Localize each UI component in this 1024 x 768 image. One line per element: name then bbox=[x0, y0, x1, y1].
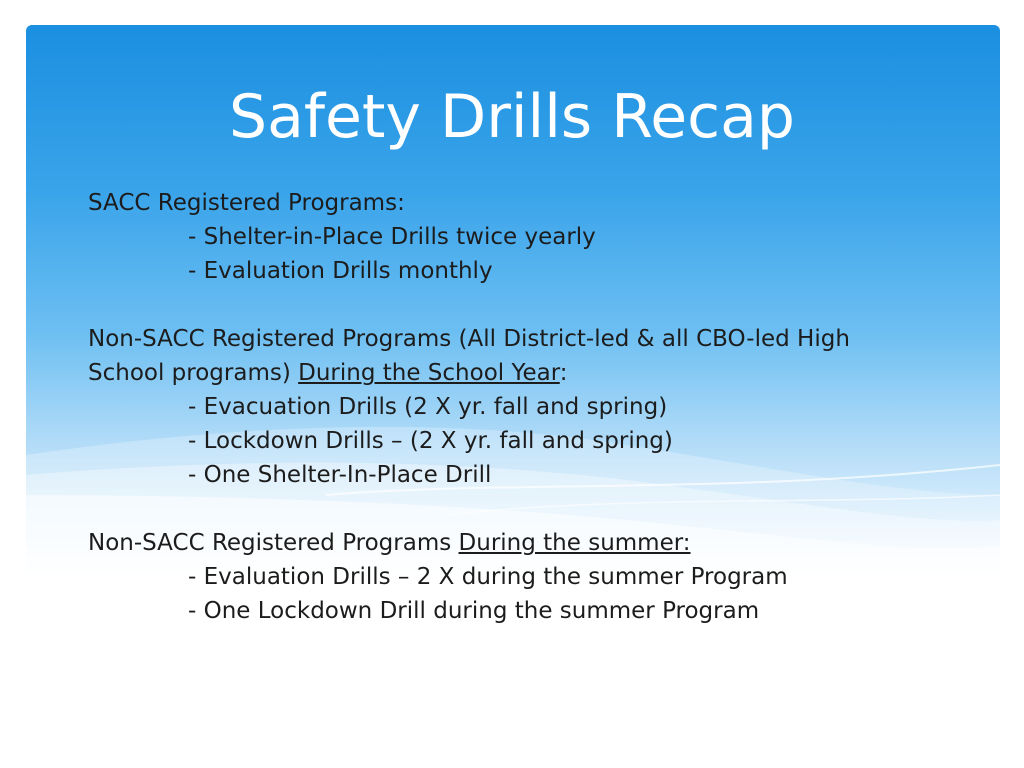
list-item: - Lockdown Drills – (2 X yr. fall and spring) bbox=[188, 428, 673, 454]
section-heading-sacc: SACC Registered Programs: bbox=[88, 190, 405, 216]
list-item: - One Lockdown Drill during the summer Program bbox=[188, 598, 760, 624]
list-item: - Evaluation Drills – 2 X during the summer Program bbox=[188, 564, 788, 590]
spacer bbox=[88, 288, 968, 322]
list-item: - One Shelter-In-Place Drill bbox=[188, 462, 492, 488]
list-item: - Evaluation Drills monthly bbox=[188, 258, 493, 284]
slide-title: Safety Drills Recap bbox=[229, 82, 795, 152]
heading-text: School programs) bbox=[88, 360, 299, 386]
list-item: - Evacuation Drills (2 X yr. fall and spring) bbox=[188, 394, 668, 420]
heading-text: Non-SACC Registered Programs bbox=[88, 530, 459, 556]
list-item: - Shelter-in-Place Drills twice yearly bbox=[188, 224, 596, 250]
underlined-phrase: During the School Year bbox=[298, 360, 560, 386]
section-heading-non-sacc-summer bbox=[88, 526, 968, 560]
underlined-phrase: During the summer: bbox=[458, 530, 691, 556]
slide-body bbox=[88, 186, 968, 628]
section-heading-non-sacc-school-year: Non-SACC Registered Programs (All District-led & all CBO-led High bbox=[88, 326, 850, 352]
spacer bbox=[88, 492, 968, 526]
section-heading-non-sacc-school-year-cont bbox=[88, 356, 968, 390]
heading-text: : bbox=[559, 360, 568, 386]
